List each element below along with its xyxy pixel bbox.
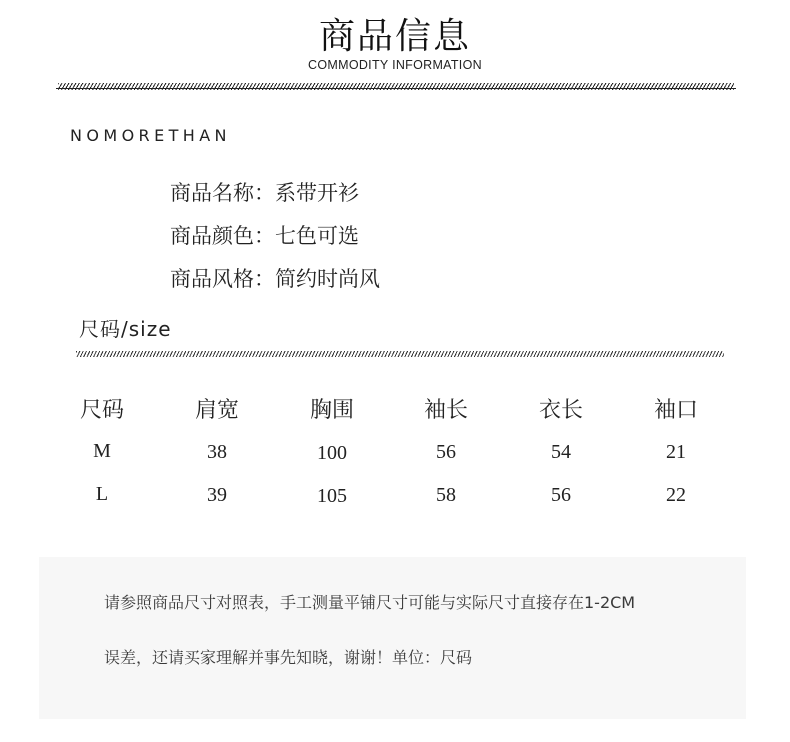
- table-cell: 54: [551, 441, 571, 463]
- table-cell: M: [93, 440, 111, 462]
- table-cell: 100: [317, 442, 347, 464]
- table-cell: 56: [436, 441, 456, 463]
- product-name-value: 系带开衫: [275, 181, 359, 205]
- page-title: 商品信息: [318, 16, 471, 57]
- brand-name: NOMORETHAN: [70, 126, 231, 145]
- size-section-heading: 尺码/size: [79, 317, 172, 341]
- column-header-garment-length: 衣长: [538, 398, 583, 423]
- page-subtitle: COMMODITY INFORMATION: [308, 58, 482, 72]
- column-header-cuff: 袖口: [653, 398, 698, 423]
- product-name-label: 商品名称：: [170, 181, 275, 205]
- table-cell: 39: [207, 484, 227, 506]
- product-color-label: 商品颜色：: [170, 224, 275, 248]
- table-cell: 56: [551, 484, 571, 506]
- product-color-row: [170, 220, 359, 250]
- column-header-sleeve-length: 袖长: [423, 398, 468, 423]
- note-line-2: 误差，还请买家理解并事先知晓，谢谢！单位：尺码: [104, 648, 473, 667]
- product-name-row: [170, 177, 359, 207]
- table-cell: L: [95, 483, 109, 505]
- divider-line: [56, 88, 736, 89]
- table-cell: 58: [436, 484, 456, 506]
- product-style-row: [170, 263, 380, 293]
- note-line-1: 请参照商品尺寸对照表，手工测量平铺尺寸可能与实际尺寸直接存在1-2CM: [104, 593, 636, 612]
- size-hatched-divider: [76, 351, 724, 357]
- table-cell: 21: [666, 441, 686, 463]
- table-cell: 38: [207, 441, 227, 463]
- table-cell: 22: [666, 484, 686, 506]
- column-header-shoulder: 肩宽: [194, 398, 239, 423]
- product-style-label: 商品风格：: [170, 267, 275, 291]
- table-cell: 105: [317, 485, 347, 507]
- column-header-size: 尺码: [79, 398, 124, 423]
- column-header-chest: 胸围: [309, 398, 354, 423]
- product-style-value: 简约时尚风: [275, 267, 380, 291]
- product-color-value: 七色可选: [275, 224, 359, 248]
- measurement-note-box: [39, 557, 746, 719]
